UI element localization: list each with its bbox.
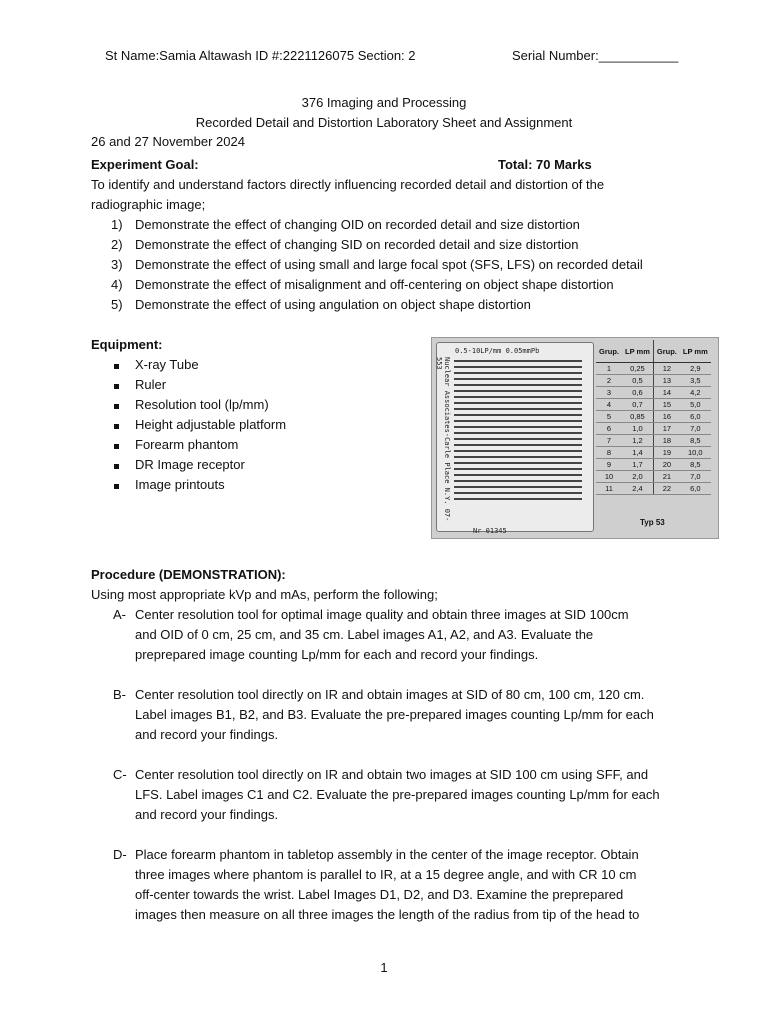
goal-item-text: Demonstrate the effect of changing SID on recorded detail and size distortion — [135, 237, 579, 252]
line-pair-bar — [454, 426, 582, 428]
equipment-item: Resolution tool (lp/mm) — [135, 397, 269, 412]
page-number: 1 — [380, 960, 388, 975]
lp-table-cell: 8,5 — [680, 435, 711, 447]
line-pair-bar — [454, 432, 582, 434]
lp-table-cell: 3,5 — [680, 375, 711, 387]
lp-table-cell: 2,4 — [622, 483, 653, 495]
lp-table-row — [596, 375, 711, 387]
lp-table-cell: 2,0 — [622, 471, 653, 483]
lp-table-cell: 7,0 — [680, 471, 711, 483]
equipment-label: Equipment: — [91, 337, 163, 352]
course-title: 376 Imaging and Processing — [301, 95, 467, 110]
step-letter: B- — [113, 687, 126, 702]
lp-table-cell: 3 — [596, 387, 622, 399]
step-line: and record your findings. — [135, 807, 279, 822]
line-pair-bar — [454, 372, 582, 374]
lp-table-cell: 18 — [653, 435, 680, 447]
goal-intro-line1: To identify and understand factors directly influencing recorded detail and distortion of the — [91, 177, 605, 192]
resolution-tool-image — [431, 337, 719, 539]
equipment-item: Forearm phantom — [135, 437, 239, 452]
line-pair-bar — [454, 480, 582, 482]
lp-table-cell: 1,7 — [622, 459, 653, 471]
lp-table-cell: 5 — [596, 411, 622, 423]
date: 26 and 27 November 2024 — [91, 134, 245, 149]
lp-table-cell: 4 — [596, 399, 622, 411]
procedure-intro: Using most appropriate kVp and mAs, perform the following; — [91, 587, 438, 602]
step-line: Center resolution tool directly on IR and obtain two images at SID 100 cm using SFF, and — [135, 767, 649, 782]
lp-table-cell: 8,5 — [680, 459, 711, 471]
lp-table-cell: 16 — [653, 411, 680, 423]
line-pair-bar — [454, 366, 582, 368]
goal-item-text: Demonstrate the effect of using angulation on object shape distortion — [135, 297, 531, 312]
lp-table-row — [596, 483, 711, 495]
line-pair-bar — [454, 444, 582, 446]
lp-table-cell: 0,6 — [622, 387, 653, 399]
lp-table-cell: 5,0 — [680, 399, 711, 411]
line-pair-bar — [454, 468, 582, 470]
student-info: St Name:Samia Altawash ID #:2221126075 Section: 2 — [105, 48, 416, 63]
step-line: Center resolution tool for optimal image quality and obtain three images at SID 100cm — [135, 607, 629, 622]
goal-label: Experiment Goal: — [91, 157, 199, 172]
bullet-icon — [114, 444, 119, 449]
tool-header-text: 0.5-10LP/mm 0.05mmPb — [455, 347, 540, 355]
line-pair-bar — [454, 474, 582, 476]
lp-table-cell: 2,9 — [680, 363, 711, 375]
step-line: three images where phantom is parallel to IR, at a 15 degree angle, and with CR 10 cm — [135, 867, 637, 882]
lp-table-cell: 20 — [653, 459, 680, 471]
bullet-icon — [114, 384, 119, 389]
lp-table-cell: 10,0 — [680, 447, 711, 459]
step-line: and record your findings. — [135, 727, 279, 742]
lp-table-cell: 13 — [653, 375, 680, 387]
lp-table-row — [596, 399, 711, 411]
lp-table-cell: 1,4 — [622, 447, 653, 459]
procedure-label: Procedure (DEMONSTRATION): — [91, 567, 286, 582]
goal-intro-line2: radiographic image; — [91, 197, 206, 212]
line-pair-bar — [454, 384, 582, 386]
bullet-icon — [114, 404, 119, 409]
lp-table-cell: 7,0 — [680, 423, 711, 435]
line-pair-bar — [454, 450, 582, 452]
lp-table-cell: 6,0 — [680, 483, 711, 495]
lp-table-cell: 7 — [596, 435, 622, 447]
equipment-item: X-ray Tube — [135, 357, 199, 372]
line-pair-bar — [454, 462, 582, 464]
lp-table-cell: 0,5 — [622, 375, 653, 387]
lp-table-cell: 10 — [596, 471, 622, 483]
line-pair-bars — [454, 360, 582, 508]
header-cell: LP mm — [680, 340, 711, 363]
lp-table-cell: 8 — [596, 447, 622, 459]
goal-item-text: Demonstrate the effect of misalignment and off-centering on object shape distortion — [135, 277, 614, 292]
line-pair-bar — [454, 408, 582, 410]
step-line: preprepared image counting Lp/mm for each and record your findings. — [135, 647, 539, 662]
line-pair-bar — [454, 492, 582, 494]
step-line: images then measure on all three images the length of the radius from tip of the head to — [135, 907, 640, 922]
lp-table-cell: 0,25 — [622, 363, 653, 375]
step-line: and OID of 0 cm, 25 cm, and 35 cm. Label images A1, A2, and A3. Evaluate the — [135, 627, 594, 642]
lp-table-cell: 11 — [596, 483, 622, 495]
goal-item-number: 1) — [111, 217, 123, 232]
goal-item-number: 2) — [111, 237, 123, 252]
resolution-tool-card — [435, 342, 594, 535]
total-marks: Total: 70 Marks — [498, 157, 592, 172]
line-pair-bar — [454, 378, 582, 380]
equipment-item: DR Image receptor — [135, 457, 245, 472]
bullet-icon — [114, 424, 119, 429]
sheet-title: Recorded Detail and Distortion Laboratory Sheet and Assignment — [195, 115, 573, 130]
step-line: Center resolution tool directly on IR and obtain images at SID of 80 cm, 100 cm, 120 cm. — [135, 687, 645, 702]
lp-table-cell: 22 — [653, 483, 680, 495]
serial-number-field: Serial Number:___________ — [512, 48, 679, 63]
bullet-icon — [114, 484, 119, 489]
lp-table-cell: 12 — [653, 363, 680, 375]
line-pair-bar — [454, 396, 582, 398]
lp-table-row — [596, 423, 711, 435]
lp-table-cell: 0,7 — [622, 399, 653, 411]
line-pair-bar — [454, 456, 582, 458]
equipment-item: Image printouts — [135, 477, 225, 492]
line-pair-bar — [454, 498, 582, 500]
lp-table-cell: 6 — [596, 423, 622, 435]
lp-table-header — [596, 340, 711, 363]
lp-table-cell: 15 — [653, 399, 680, 411]
bullet-icon — [114, 464, 119, 469]
goal-item-number: 4) — [111, 277, 123, 292]
line-pair-bar — [454, 402, 582, 404]
tool-serial: Nr 01345 — [473, 527, 507, 535]
lp-table-cell: 1,0 — [622, 423, 653, 435]
step-letter: A- — [113, 607, 126, 622]
lp-table-cell: 2 — [596, 375, 622, 387]
lp-table-cell: 1 — [596, 363, 622, 375]
tool-side-text: Nuclear Associates-Carle Place N.Y. 07-553 — [435, 357, 451, 522]
step-line: off-center towards the wrist. Label Images D1, D2, and D3. Examine the preprepared — [135, 887, 624, 902]
tool-type-label: Typ 53 — [640, 518, 665, 527]
lp-table-cell: 14 — [653, 387, 680, 399]
lp-table-cell: 19 — [653, 447, 680, 459]
lp-table-row — [596, 447, 711, 459]
lp-table-cell: 0,85 — [622, 411, 653, 423]
lp-table-row — [596, 435, 711, 447]
goal-item-number: 5) — [111, 297, 123, 312]
step-letter: D- — [113, 847, 127, 862]
line-pair-bar — [454, 420, 582, 422]
lp-table-cell: 1,2 — [622, 435, 653, 447]
line-pair-bar — [454, 414, 582, 416]
goal-item-number: 3) — [111, 257, 123, 272]
lp-table-cell: 21 — [653, 471, 680, 483]
header-cell: Grup. — [653, 340, 680, 363]
line-pair-bar — [454, 438, 582, 440]
lp-table-row — [596, 387, 711, 399]
header-cell: Grup. — [596, 340, 622, 363]
step-line: Place forearm phantom in tabletop assembly in the center of the image receptor. Obtain — [135, 847, 639, 862]
bullet-icon — [114, 364, 119, 369]
equipment-item: Height adjustable platform — [135, 417, 287, 432]
lp-table-cell: 6,0 — [680, 411, 711, 423]
lp-table — [596, 340, 711, 495]
lp-table-cell: 4,2 — [680, 387, 711, 399]
step-line: Label images B1, B2, and B3. Evaluate the pre-prepared images counting Lp/mm for each — [135, 707, 654, 722]
goal-item-text: Demonstrate the effect of using small and large focal spot (SFS, LFS) on recorded detail — [135, 257, 643, 272]
step-letter: C- — [113, 767, 127, 782]
lp-table-row — [596, 459, 711, 471]
goal-item-text: Demonstrate the effect of changing OID on recorded detail and size distortion — [135, 217, 580, 232]
line-pair-bar — [454, 486, 582, 488]
lp-table-row — [596, 471, 711, 483]
step-line: LFS. Label images C1 and C2. Evaluate the pre-prepared images counting Lp/mm for each — [135, 787, 660, 802]
equipment-item: Ruler — [135, 377, 167, 392]
line-pair-bar — [454, 390, 582, 392]
lp-table-row — [596, 411, 711, 423]
header-cell: LP mm — [622, 340, 653, 363]
lp-table-cell: 9 — [596, 459, 622, 471]
lp-table-row — [596, 363, 711, 375]
lp-table-cell: 17 — [653, 423, 680, 435]
line-pair-bar — [454, 360, 582, 362]
